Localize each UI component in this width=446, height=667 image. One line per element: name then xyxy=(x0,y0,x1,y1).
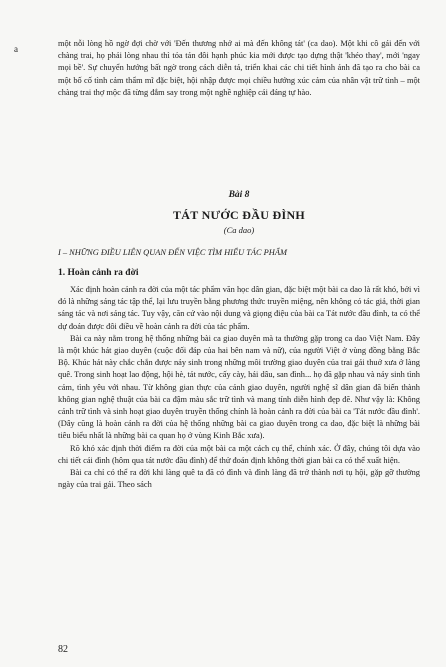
intro-paragraph: một nỗi lòng hồ ngờ đợi chờ với 'Đến thương nhớ ai mà đến không tát' (ca dao). Một khi cô gái đến với chàng trai, họ phải lòng nhau thì tỏa tản đôi hạnh phúc kia mới được tạo dựng thật 'khéo thay', mới 'ngay mọi bề'. Sự chuyển hướng bất ngờ trong cách diễn tả, triển khai các chi tiết hình ảnh đã tạo ra cho bài ca một bố cố tình cảm thẩm mĩ đặc biệt, hội nhập được mọi chiều hướng xúc cảm của nhân vật trữ tình – một chàng trai thợ mộc đã từng đắm say trong một nghề nghiệp cái đáng tự hào. xyxy=(58,39,420,97)
body-paragraph: Xác định hoàn cảnh ra đời của một tác phẩm văn học dân gian, đặc biệt một bài ca dao là rất khó, bởi vì đó là những sáng tác tập thể, lại lưu truyền bằng phương thức truyền miệng, nên không có tác giả, thời gian sáng tác và nơi sáng tác. Tuy vậy, căn cứ vào nội dung và giọng điệu của bài ca Tát nước đầu đình, ta có thể dự đoán được đôi điều về hoàn cảnh ra đời của tác phẩm. xyxy=(58,285,420,331)
margin-mark: a xyxy=(14,44,18,54)
lesson-label: Bài 8 xyxy=(228,190,250,200)
body-text xyxy=(58,284,420,491)
lesson-title: TÁT NƯỚC ĐẦU ĐÌNH xyxy=(172,208,306,222)
body-paragraph: Bài ca này nằm trong hệ thống những bài ca giao duyên mà ta thường gặp trong ca dao Việt Nam. Đây là một khúc hát giao duyên (cuộc đối đáp của hai bên nam và nữ), của người Việt ở vùng đồng bằng Bắc Bộ. Khúc hát này chắc chắn được nảy sinh trong những môi trường giao duyên của trai gái thuở xưa ở làng quê. Trong sinh hoạt lao động, hội hè, tát nước, cấy cày, hái dâu, san đình... họ đã gặp nhau và nảy sinh tình cảm, tình yêu với nhau. Từ không gian thực của cảnh giao duyên, người nghệ sĩ dân gian đã biến thành không gian nghệ thuật của bài ca đậm màu sắc trữ tình và mang tính diễn hình đẹp đẽ. Như vậy là: Không cảnh trữ tình và sinh hoạt giao duyên truyền thống chính là hoàn cảnh ra đời của bài ca 'Tát nước đầu đình'. (Dây cũng là hoàn cảnh ra đời của hệ thống những bài ca giao duyên trong ca dao, đặc biệt là những bài tiêu biểu nhất là những bài ca quan họ ở vùng Kinh Bắc xưa). xyxy=(58,333,420,441)
intro-text-block xyxy=(58,38,420,99)
page-number: 82 xyxy=(58,644,68,655)
subsection-heading: 1. Hoàn cảnh ra đời xyxy=(58,268,139,278)
section-heading: I – NHỮNG ĐIỀU LIÊN QUAN ĐẾN VIỆC TÌM HIỂU TÁC PHẨM xyxy=(58,248,287,257)
lesson-subtitle: (Ca dao) xyxy=(223,225,255,235)
body-paragraph: Bài ca chỉ có thể ra đời khi làng quê ta đã có đình và đình làng đã trở thành nơi tụ hội, gặp gỡ thường ngày của trai gái. Theo sách xyxy=(58,468,420,490)
body-paragraph: Rõ khó xác định thời điểm ra đời của một bài ca một cách cụ thể, chính xác. Ở đây, chúng tôi dựa vào chi tiết cái đình (hôm qua tát nước đầu đình) để thử đoán định không thời gian bài ca có thể xuất hiện. xyxy=(58,443,420,465)
